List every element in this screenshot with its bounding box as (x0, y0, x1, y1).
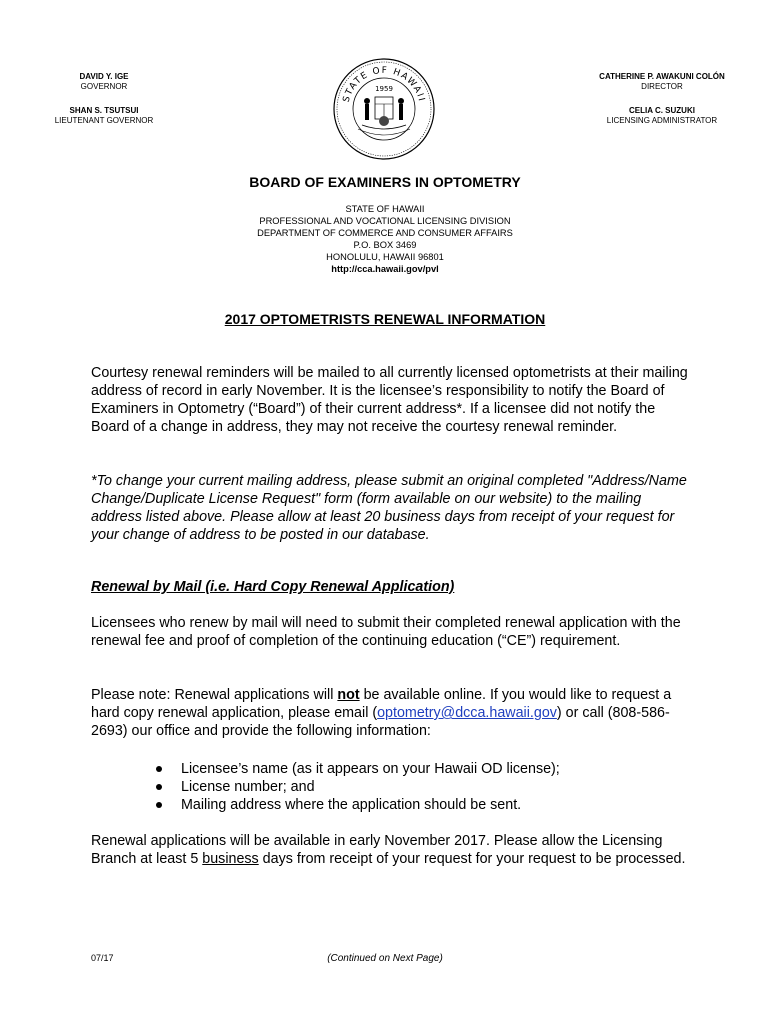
licensing-administrator-name: CELIA C. SUZUKI (629, 106, 695, 115)
business-emphasis: business (202, 851, 259, 867)
bullet-icon (156, 766, 162, 772)
board-title: BOARD OF EXAMINERS IN OPTOMETRY (249, 174, 521, 190)
state-seal-icon (332, 57, 436, 161)
address-line: PROFESSIONAL AND VOCATIONAL LICENSING DIVISION (259, 216, 511, 226)
governor-name: DAVID Y. IGE (79, 72, 129, 81)
list-item (152, 778, 560, 796)
lieutenant-governor-name: SHAN S. TSUTSUI (69, 106, 139, 115)
licensing-administrator-title: LICENSING ADMINISTRATOR (606, 116, 718, 125)
para5-text: Renewal applications will be available in early November 2017. Please allow the Licensing Branch at least 5 (91, 833, 663, 867)
footer-date-code: 07/17 (91, 953, 114, 963)
governor-block (40, 72, 168, 92)
address-line: DEPARTMENT OF COMMERCE AND CONSUMER AFFAIRS (257, 228, 513, 238)
lieutenant-governor-title: LIEUTENANT GOVERNOR (54, 116, 154, 125)
please-note-paragraph (91, 686, 691, 740)
para4-text: Please note: Renewal applications will (91, 687, 338, 703)
para4-text: be available online. If you would like to request a hard copy renewal application, please email ( (91, 687, 672, 721)
availability-paragraph (91, 832, 691, 868)
renewal-by-mail-paragraph: Licensees who renew by mail will need to submit their completed renewal application with the renewal fee and proof of completion of the continuing education (“CE”) requirement. (91, 615, 681, 649)
list-item-text: Mailing address where the application should be sent. (181, 797, 522, 813)
governor-title: GOVERNOR (80, 82, 128, 91)
board-url-link[interactable]: http://cca.hawaii.gov/pvl (331, 264, 439, 274)
renewal-by-mail-heading: Renewal by Mail (i.e. Hard Copy Renewal Application) (91, 579, 455, 595)
list-item-text: Licensee’s name (as it appears on your Hawaii OD license); (181, 761, 560, 777)
address-line: STATE OF HAWAII (345, 204, 425, 214)
lieutenant-governor-block (40, 106, 168, 126)
address-change-note: *To change your current mailing address, please submit an original completed "Address/Name Change/Duplicate License Request" form (form available on our website) to the mailing address listed above. Please allow at least 20 business days from receipt of your request for your change of address to be posted in our database. (91, 473, 687, 543)
not-emphasis: not (337, 687, 360, 703)
list-item (152, 796, 560, 814)
address-line: P.O. BOX 3469 (353, 240, 417, 250)
director-name: CATHERINE P. AWAKUNI COLÓN (599, 72, 725, 81)
director-title: DIRECTOR (641, 82, 683, 91)
bullet-icon (156, 784, 162, 790)
email-link[interactable]: optometry@dcca.hawaii.gov (377, 705, 557, 721)
list-item (152, 760, 560, 778)
bullet-icon (156, 802, 162, 808)
seal-year: 1959 (375, 85, 393, 93)
required-info-list (152, 760, 560, 814)
document-title: 2017 OPTOMETRISTS RENEWAL INFORMATION (224, 311, 546, 327)
list-item-text: License number; and (181, 779, 315, 795)
para5-text: days from receipt of your request for your request to be processed. (258, 851, 686, 867)
para4-text: ) or call (808-586-2693) our office and provide the following information: (91, 705, 670, 739)
courtesy-reminder-paragraph: Courtesy renewal reminders will be mailed to all currently licensed optometrists at their mailing address of record in early November. It is the licensee’s responsibility to notify the Board of Examiners in Optometry (“Board”) of their current address*. If a licensee did not notify the Board of a change in address, they may not receive the courtesy renewal reminder. (91, 365, 688, 435)
address-line: HONOLULU, HAWAII 96801 (326, 252, 444, 262)
board-address (0, 203, 770, 275)
seal-top-text: STATE OF HAWAII (341, 65, 427, 104)
licensing-administrator-block (582, 106, 742, 126)
director-block (582, 72, 742, 92)
footer-continued: (Continued on Next Page) (327, 953, 443, 964)
